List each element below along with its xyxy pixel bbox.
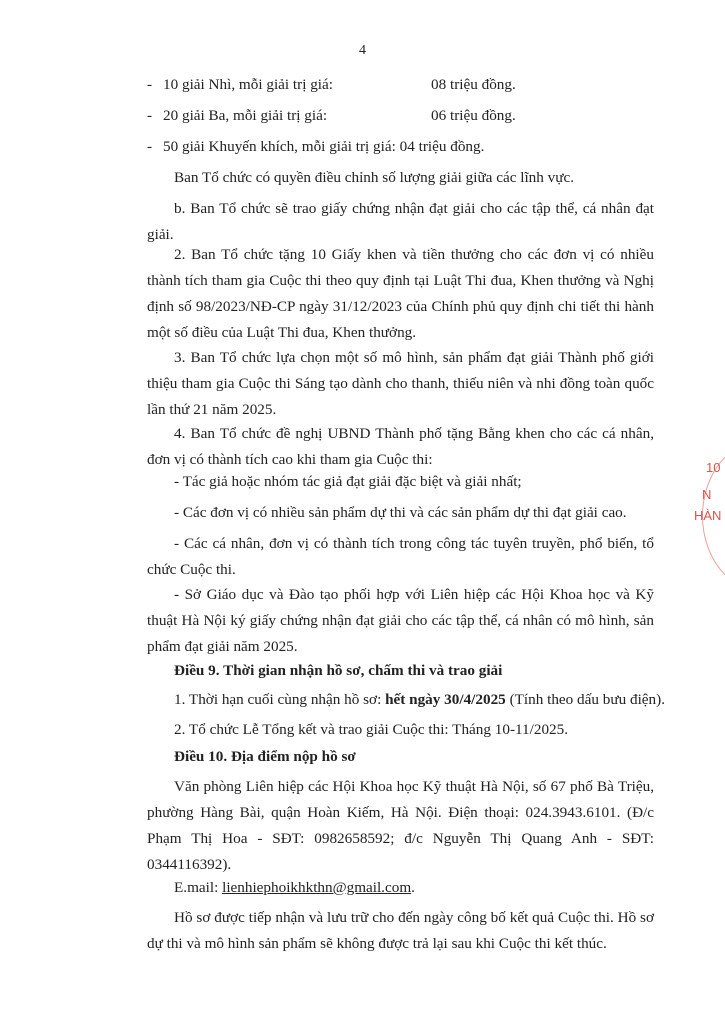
article-9-item-2: 2. Tổ chức Lễ Tổng kết và trao giải Cuộc thi: Tháng 10-11/2025. [174, 721, 569, 738]
prize-value: 06 triệu đồng. [431, 107, 516, 124]
prize-item: - 20 giải Ba, mỗi giải trị giá: [147, 107, 328, 124]
bullet-item: - Các đơn vị có nhiều sản phẩm dự thi và các sản phẩm dự thi đạt giải cao. [174, 504, 627, 521]
paragraph-b: b. Ban Tổ chức sẽ trao giấy chứng nhận đạt giải cho các tập thể, cá nhân đạt giải. [147, 200, 654, 243]
article-9-item-1: 1. Thời hạn cuối cùng nhận hồ sơ: hết ngày 30/4/2025 (Tính theo dấu bưu điện). [174, 691, 665, 708]
bullet-item: - Sở Giáo dục và Đào tạo phối hợp với Liên hiệp các Hội Khoa học và Kỹ thuật Hà Nội ký giấy chứng nhận đạt giải cho các tập thể, cá nhân có mô hình, sản phẩm đạt giải năm 2025. [147, 586, 654, 655]
heading-article-10: Điều 10. Địa điểm nộp hồ sơ [174, 748, 356, 765]
prize-item: - 50 giải Khuyến khích, mỗi giải trị giá: 04 triệu đồng. [147, 138, 485, 155]
paragraph-adjust: Ban Tổ chức có quyền điều chỉnh số lượng giải giữa các lĩnh vực. [174, 169, 575, 186]
email-line: E.mail: lienhiephoikhkthn@gmail.com. [174, 879, 415, 896]
bullet-item: - Các cá nhân, đơn vị có thành tích trong công tác tuyên truyền, phổ biến, tổ chức Cuộc thi. [147, 535, 654, 578]
paragraph-4: 4. Ban Tổ chức đề nghị UBND Thành phố tặng Bằng khen cho các cá nhân, đơn vị có thành tích cao khi tham gia Cuộc thi: [147, 425, 654, 468]
closing-paragraph: Hồ sơ được tiếp nhận và lưu trữ cho đến ngày công bố kết quả Cuộc thi. Hồ sơ dự thi và mô hình sản phẩm sẽ không được trả lại sau khi Cuộc thi kết thúc. [147, 909, 654, 952]
office-address: Văn phòng Liên hiệp các Hội Khoa học Kỹ thuật Hà Nội, số 67 phố Bà Triệu, phường Hàng Bài, quận Hoàn Kiếm, Hà Nội. Điện thoại: 024.3943.6101. (Đ/c Phạm Thị Hoa - SĐT: 0982658592; đ/c Nguyễn Thị Quang Anh - SĐT: 0344116392). [147, 778, 654, 873]
email-link[interactable]: lienhiephoikhkthn@gmail.com [222, 879, 412, 896]
prize-value: 08 triệu đồng. [431, 76, 516, 93]
page-number: 4 [359, 43, 366, 58]
heading-article-9: Điều 9. Thời gian nhận hồ sơ, chấm thi và trao giải [174, 662, 503, 679]
paragraph-3: 3. Ban Tổ chức lựa chọn một số mô hình, sản phẩm đạt giải Thành phố giới thiệu tham gia Cuộc thi Sáng tạo dành cho thanh, thiếu niên và nhi đồng toàn quốc lần thứ 21 năm 2025. [147, 349, 654, 418]
bullet-item: - Tác giả hoặc nhóm tác giả đạt giải đặc biệt và giải nhất; [174, 473, 522, 490]
paragraph-2: 2. Ban Tổ chức tặng 10 Giấy khen và tiền thưởng cho các đơn vị có nhiều thành tích tham gia Cuộc thi theo quy định tại Luật Thi đua, Khen thưởng và Nghị định số 98/2023/NĐ-CP ngày 31/12/2023 của Chính phủ quy định chi tiết thi hành một số điều của Luật Thi đua, Khen thưởng. [147, 246, 654, 341]
prize-item: - 10 giải Nhì, mỗi giải trị giá: [147, 76, 333, 93]
red-stamp: 10 N HÀN [688, 440, 725, 590]
